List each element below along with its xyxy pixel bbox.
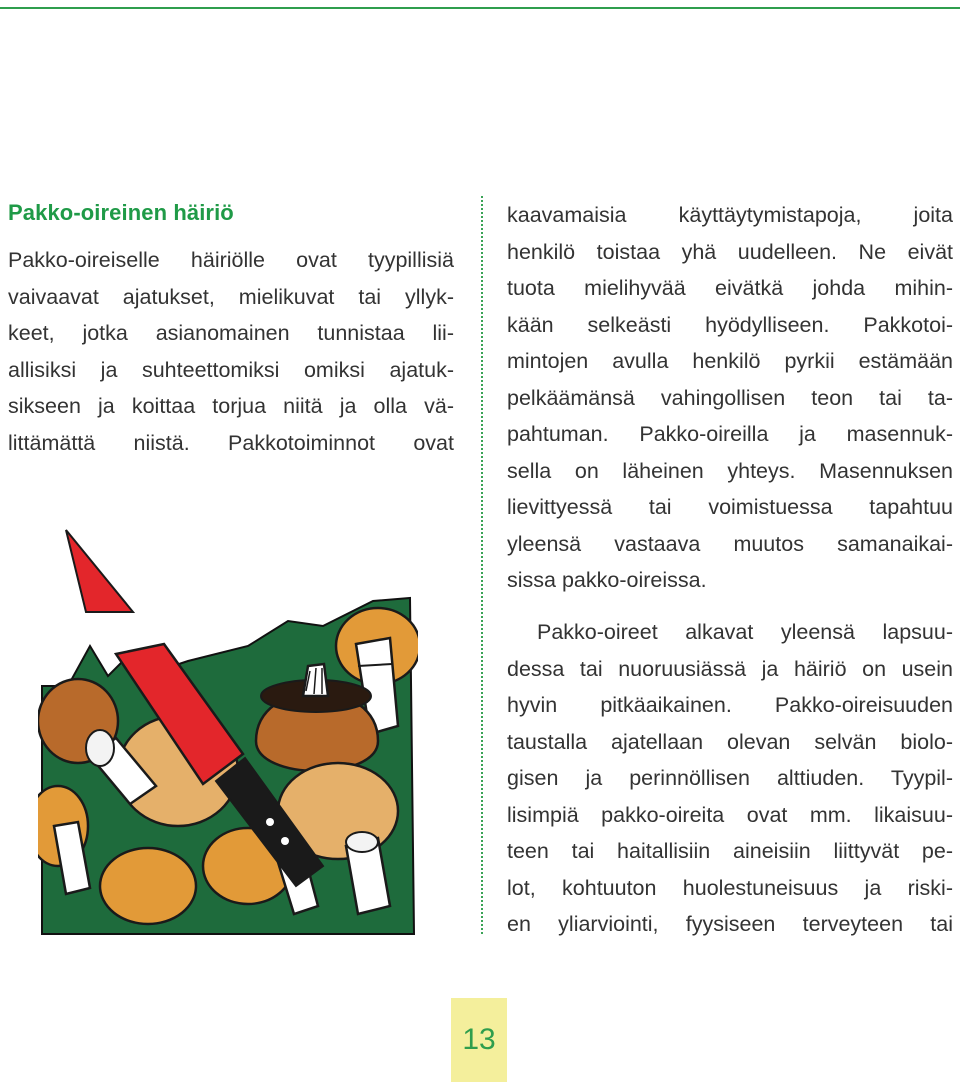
text-line: lot, kohtuuton huolestuneisuus ja riski- bbox=[507, 875, 953, 900]
text-line: lisimpiä pakko-oireita ovat mm. likaisuu- bbox=[507, 802, 953, 827]
text-line: yleensä vastaava muutos samanaikai- bbox=[507, 531, 953, 556]
right-paragraph-2 bbox=[507, 614, 953, 943]
text-line: Pakko-oireiselle häiriölle ovat tyypillisiä bbox=[8, 248, 454, 272]
text-line: kään selkeästi hyödylliseen. Pakkotoi- bbox=[507, 312, 953, 337]
section-heading: Pakko-oireinen häiriö bbox=[8, 200, 234, 225]
text-line: mintojen avulla henkilö pyrkii estämään bbox=[507, 349, 953, 373]
text-line: keet, jotka asianomainen tunnistaa lii- bbox=[8, 321, 454, 345]
left-column bbox=[8, 242, 454, 461]
column-divider bbox=[481, 196, 483, 934]
text-line: sikseen ja koittaa torjua niitä ja olla vä- bbox=[8, 394, 454, 418]
text-line: en yliarviointi, fyysiseen terveyteen tai bbox=[507, 912, 953, 936]
text-line: pahtuman. Pakko-oireilla ja masennuk- bbox=[507, 422, 953, 446]
text-line: pelkäämänsä vahingollisen teon tai ta- bbox=[507, 385, 953, 410]
text-line: sella on läheinen yhteys. Masennuksen bbox=[507, 458, 953, 483]
page-number: 13 bbox=[462, 1023, 496, 1056]
right-paragraph-1 bbox=[507, 197, 953, 599]
text-line: vaivaavat ajatukset, mielikuvat tai yllyk- bbox=[8, 284, 454, 309]
text-line: lievittyessä tai voimistuessa tapahtuu bbox=[507, 495, 953, 519]
top-rule bbox=[0, 7, 960, 9]
text-line: teen tai haitallisiin aineisiin liittyvät pe- bbox=[507, 839, 953, 863]
text-line: dessa tai nuoruusiässä ja häiriö on usein bbox=[507, 656, 953, 681]
page-number-box bbox=[451, 998, 507, 1082]
text-line: hyvin pitkäaikainen. Pakko-oireisuuden bbox=[507, 693, 953, 717]
text-line: Pakko-oireet alkavat yleensä lapsuu- bbox=[537, 620, 953, 644]
text-line: henkilö toistaa yhä uudelleen. Ne eivät bbox=[507, 239, 953, 264]
text-line: allisiksi ja suhteettomiksi omiksi ajatuk- bbox=[8, 357, 454, 382]
text-line: kaavamaisia käyttäytymistapoja, joita bbox=[507, 203, 953, 227]
mushrooms-and-knife-icon bbox=[38, 526, 418, 938]
text-line: gisen ja perinnöllisen alttiuden. Tyypil- bbox=[507, 766, 953, 790]
text-line: sissa pakko-oireissa. bbox=[507, 568, 707, 592]
text-line: tuota mielihyvää eivätkä johda mihin- bbox=[507, 276, 953, 300]
text-line: taustalla ajatellaan olevan selvän biolo- bbox=[507, 729, 953, 754]
text-line: littämättä niistä. Pakkotoiminnot ovat bbox=[8, 430, 454, 455]
